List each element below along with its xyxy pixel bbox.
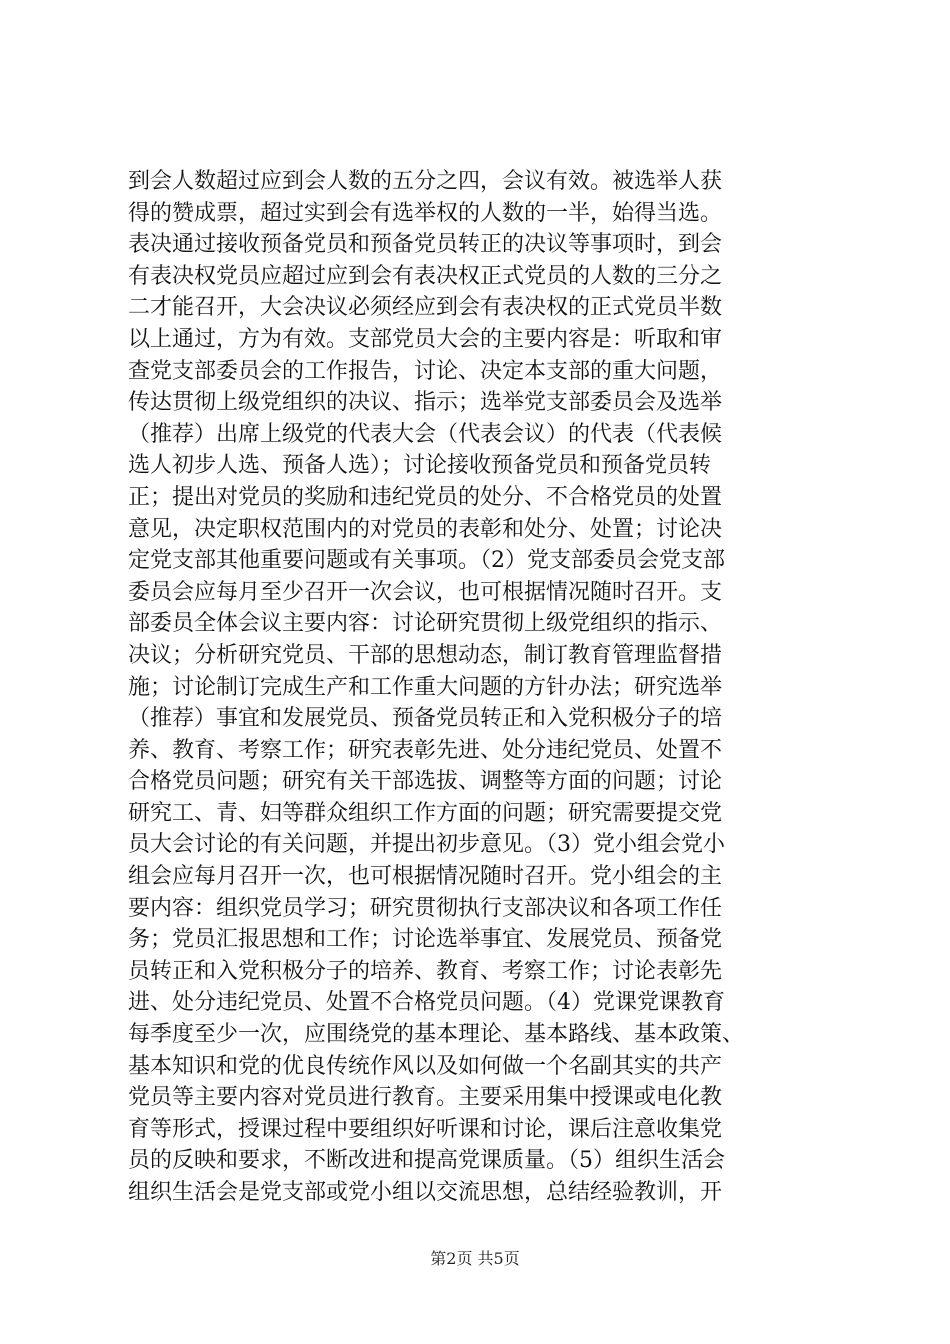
text-line: 有表决权党员应超过应到会有表决权正式党员的人数的三分之 xyxy=(128,263,723,289)
text-line: 组织生活会是党支部或党小组以交流思想，总结经验教训，开 xyxy=(128,1180,723,1205)
text-line: 意见，决定职权范围内的对党员的表彰和处分、处置；讨论决 xyxy=(128,516,723,542)
text-line: 合格党员问题；研究有关干部选拔、调整等方面的问题；讨论 xyxy=(128,769,723,795)
text-line: 党员等主要内容对党员进行教育。主要采用集中授课或电化教 xyxy=(128,1085,723,1111)
text-line: 到会人数超过应到会人数的五分之四，会议有效。被选举人获 xyxy=(128,169,723,194)
page-footer: 第2页 共5页 xyxy=(430,1249,520,1268)
text-line: 员的反映和要求，不断改进和提高党课质量。（5）组织生活会 xyxy=(128,1148,725,1174)
text-line: 养、教育、考察工作；研究表彰先进、处分违纪党员、处置不 xyxy=(128,737,723,763)
text-line: 员转正和入党积极分子的培养、教育、考察工作；讨论表彰先 xyxy=(128,958,723,984)
text-line: 基本知识和党的优良传统作风以及如何做一个名副其实的共产 xyxy=(128,1053,723,1079)
text-line: 部委员全体会议主要内容：讨论研究贯彻上级党组织的指示、 xyxy=(128,611,723,637)
text-line: （推荐）事宜和发展党员、预备党员转正和入党积极分子的培 xyxy=(128,706,723,732)
text-line: （推荐）出席上级党的代表大会（代表会议）的代表（代表候 xyxy=(128,421,723,447)
text-line: 每季度至少一次，应围绕党的基本理论、基本路线、基本政策、 xyxy=(128,1022,745,1048)
text-line: 组会应每月召开一次，也可根据情况随时召开。党小组会的主 xyxy=(128,864,723,890)
text-line: 务；党员汇报思想和工作；讨论选举事宜、发展党员、预备党 xyxy=(128,927,723,953)
text-line: 传达贯彻上级党组织的决议、指示；选举党支部委员会及选举 xyxy=(128,390,723,416)
text-line: 以上通过，方为有效。支部党员大会的主要内容是：听取和审 xyxy=(128,326,723,352)
text-line: 员大会讨论的有关问题，并提出初步意见。（3）党小组会党小 xyxy=(128,832,725,858)
text-line: 得的赞成票，超过实到会有选举权的人数的一半，始得当选。 xyxy=(128,200,723,226)
text-line: 委员会应每月至少召开一次会议，也可根据情况随时召开。支 xyxy=(128,579,723,605)
text-line: 正；提出对党员的奖励和违纪党员的处分、不合格党员的处置 xyxy=(128,484,723,510)
text-line: 育等形式，授课过程中要组织好听课和讨论，课后注意收集党 xyxy=(128,1116,723,1142)
text-line: 研究工、青、妇等群众组织工作方面的问题；研究需要提交党 xyxy=(128,800,723,826)
text-line: 二才能召开，大会决议必须经应到会有表决权的正式党员半数 xyxy=(128,295,723,321)
text-line: 查党支部委员会的工作报告，讨论、决定本支部的重大问题， xyxy=(128,358,723,384)
text-line: 要内容：组织党员学习；研究贯彻执行支部决议和各项工作任 xyxy=(128,895,723,921)
text-line: 决议；分析研究党员、干部的思想动态，制订教育管理监督措 xyxy=(128,642,723,668)
text-line: 施；讨论制订完成生产和工作重大问题的方针办法；研究选举 xyxy=(128,674,723,700)
body-text xyxy=(128,166,828,1209)
text-line: 定党支部其他重要问题或有关事项。（2）党支部委员会党支部 xyxy=(128,548,725,574)
text-line: 选人初步人选、预备人选）；讨论接收预备党员和预备党员转 xyxy=(128,453,712,479)
text-line: 进、处分违纪党员、处置不合格党员问题。（4）党课党课教育 xyxy=(128,990,725,1016)
text-line: 表决通过接收预备党员和预备党员转正的决议等事项时，到会 xyxy=(128,232,723,258)
